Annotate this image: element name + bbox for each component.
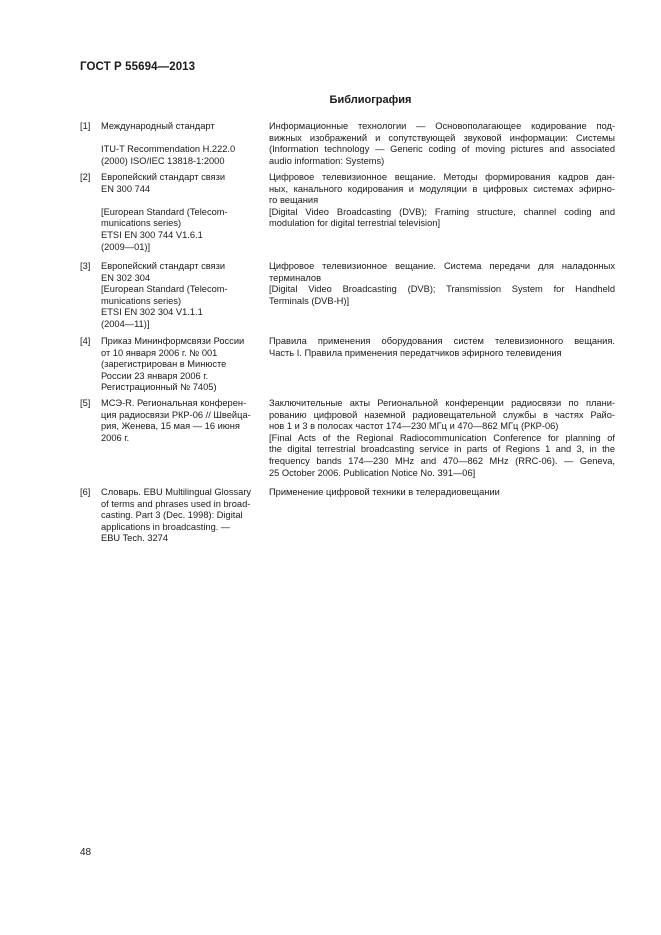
entry-source-line: [101, 195, 266, 207]
entry-number: [4]: [80, 336, 91, 346]
entry-title-line: [Digital Video Broadcasting (DVB); Transmission System for Handheld: [269, 284, 615, 295]
entry-source-line: applications in broadcasting. —: [101, 521, 231, 532]
entry-title: [269, 261, 615, 307]
entry-title-line: modulation for digital terrestrial television]: [269, 218, 441, 229]
entry-number: [3]: [80, 261, 91, 271]
entry-title-line: Terminals (DVB-H)]: [269, 295, 350, 306]
entry-source-line: EN 300 744: [101, 183, 151, 194]
entry-source-line: (2004—11)]: [101, 318, 150, 329]
entry-number: [1]: [80, 121, 91, 131]
entry-source-line: of terms and phrases used in broad-: [101, 498, 251, 509]
entry-source-line: EBU Tech. 3274: [101, 533, 169, 544]
entry-source: [101, 261, 266, 331]
entry-source-line: [101, 133, 266, 145]
entry-title-line: audio information: Systems): [269, 155, 385, 166]
section-title-text: Библиография: [329, 94, 412, 106]
entry-source-line: Международный стандарт: [101, 121, 215, 131]
entry-source: [101, 121, 266, 167]
entry-source: [101, 172, 266, 253]
entry-source-line: [European Standard (Telecom-: [101, 206, 228, 217]
entry-title-line: Заключительные акты Региональной конференции радиосвязи по плани-: [269, 398, 615, 408]
entry-source-line: EN 302 304: [101, 272, 151, 283]
entry-source-line: ETSI EN 302 304 V1.1.1: [101, 307, 203, 318]
entry-source-line: Словарь. EBU Multilingual Glossary: [101, 487, 252, 497]
entry-title-line: Правила применения оборудования систем телевизионного вещания.: [269, 336, 615, 346]
entry-number: [6]: [80, 487, 91, 497]
entry-title-line: frequency bands 174—230 MHz and 470—862 MHz (RRC-06). — Geneva,: [269, 455, 615, 466]
entry-title-line: вижных изображений и сопутствующей звуковой информации: Системы: [269, 132, 615, 143]
entry-source-line: munications series): [101, 295, 182, 306]
section-title: [0, 94, 661, 106]
entry-source-line: МСЭ-R. Региональная конферен-: [101, 398, 247, 408]
entry-title: [269, 172, 615, 230]
entry-source: [101, 336, 266, 394]
entry-source-line: Регистрационный № 7405): [101, 382, 217, 393]
entry-source-line: (2000) ISO/IEC 13818-1:2000: [101, 155, 225, 166]
document-header: ГОСТ Р 55694—2013: [80, 61, 196, 73]
entry-title-line: the digital terrestrial broadcasting service in parts of Regions 1 and 3, in the: [269, 444, 615, 455]
entry-title-line: ных, канального кодирования и модуляции в цифровых системах эфирно-: [269, 183, 615, 194]
entry-title-line: 25 October 2006. Publication Notice No. 391—06]: [269, 467, 476, 478]
entry-source-line: от 10 января 2006 г. № 001: [101, 347, 218, 358]
page-number: 48: [80, 847, 92, 858]
entry-title: [269, 336, 615, 359]
entry-title-line: [Digital Video Broadcasting (DVB); Framing structure, channel coding and: [269, 206, 615, 217]
entry-number: [5]: [80, 398, 91, 408]
entry-title-line: Цифровое телевизионное вещание. Система передачи для наладонных: [269, 261, 615, 271]
entry-title-line: нов 1 и 3 в полосах частот 174—230 МГц и 470—862 МГц (РКР-06): [269, 421, 559, 432]
entry-title-line: (Information technology — Generic coding of moving pictures and associated: [269, 144, 615, 155]
entry-source-line: [European Standard (Telecom-: [101, 284, 228, 295]
entry-title-line: Информационные технологии — Основополагающее кодирование под-: [269, 121, 615, 131]
entry-title-line: го вещания: [269, 195, 319, 206]
entry-title-line: рованию цифровой наземной радиовещательной службы в частях Райо-: [269, 409, 615, 420]
entry-number: [2]: [80, 172, 91, 182]
entry-title-line: Часть I. Правила применения передатчиков эфирного телевидения: [269, 347, 562, 358]
entry-source-line: ETSI EN 300 744 V1.6.1: [101, 229, 203, 240]
entry-source: [101, 398, 266, 444]
entry-title-line: Цифровое телевизионное вещание. Методы формирования кадров дан-: [269, 172, 615, 182]
entry-source-line: casting. Part 3 (Dec. 1998): Digital: [101, 510, 243, 521]
entry-source-line: ITU-T Recommendation H.222.0: [101, 144, 236, 155]
entry-source: [101, 487, 266, 545]
entry-title: [269, 487, 615, 499]
entry-title: [269, 398, 615, 479]
entry-source-line: ция радиосвязи РКР-06 // Швейца-: [101, 409, 251, 420]
entry-source-line: Европейский стандарт связи: [101, 261, 226, 271]
entry-source-line: России 23 января 2006 г.: [101, 370, 209, 381]
entry-source-line: (2009—01)]: [101, 241, 151, 252]
entry-source-line: Европейский стандарт связи: [101, 172, 226, 182]
entry-title-line: Применение цифровой техники в телерадиовещании: [269, 487, 500, 497]
entry-source-line: (зарегистрирован в Минюсте: [101, 359, 227, 370]
entry-title-line: [Final Acts of the Regional Radiocommunication Conference for planning of: [269, 432, 615, 443]
entry-title-line: терминалов: [269, 272, 322, 283]
entry-source-line: munications series): [101, 218, 182, 229]
entry-source-line: рия, Женева, 15 мая — 16 июня: [101, 421, 240, 432]
entry-source-line: 2006 г.: [101, 432, 130, 443]
entry-source-line: Приказ Мининформсвязи России: [101, 336, 245, 346]
entry-title: [269, 121, 615, 167]
